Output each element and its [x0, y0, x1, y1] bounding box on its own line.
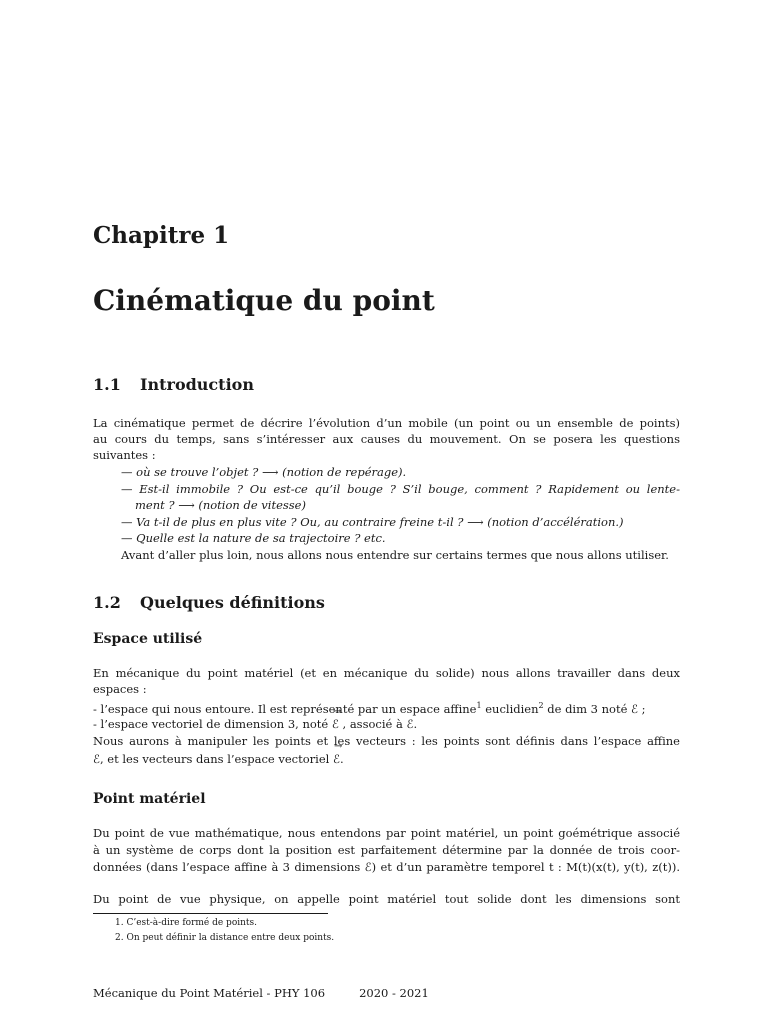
section-title-text: Introduction [140, 375, 254, 394]
espace-paragraph-line: espaces : [93, 682, 147, 696]
intro-closing-line: Avant d’aller plus loin, nous allons nous entendre sur certains termes que nous allons utiliser. [121, 548, 669, 562]
footnote-divider [93, 913, 328, 914]
subsection-heading-point: Point matériel [93, 791, 206, 807]
footnote: 2. On peut définir la distance entre deux points. [115, 933, 335, 943]
espace-text: de dim 3 noté ℰ ; [543, 701, 646, 716]
point-paragraph-line: Du point de vue mathématique, nous entendons par point matériel, un point goémétrique associé [93, 826, 680, 840]
section-title-text: Quelques définitions [140, 593, 325, 612]
section-number: 1.1 [93, 375, 121, 394]
question-list-item-continuation: ment ? ⟶ (notion de vitesse) [135, 498, 306, 512]
footnote-ref[interactable]: 2 [538, 701, 544, 710]
point-paragraph-line: données (dans l’espace affine à 3 dimensions ℰ) et d’un paramètre temporel t : M(t)(x(t), y(t), z(t)). [93, 860, 680, 874]
intro-paragraph-line: suivantes : [93, 448, 156, 462]
question-list-item: — Va t-il de plus en plus vite ? Ou, au contraire freine t-il ? ⟶ (notion d’accélération.) [121, 515, 624, 529]
espace-paragraph-line [93, 751, 344, 767]
footnote: 1. C’est-à-dire formé de points. [115, 918, 258, 928]
section-heading-introduction [93, 375, 254, 394]
footer-year: 2020 - 2021 [359, 986, 429, 1000]
espace-text: , associé à ℰ. [338, 717, 418, 731]
espace-text: ℰ, et les vecteurs dans l’espace vectoriel [93, 752, 333, 766]
point-paragraph-line: Du point de vue physique, on appelle point matériel tout solide dont les dimensions sont [93, 892, 680, 906]
footnote-ref[interactable]: 1 [476, 701, 482, 710]
espace-paragraph-line [93, 716, 417, 732]
question-list-item: — Est-il immobile ? Ou est-ce qu’il bouge ? S’il bouge, comment ? Rapidement ou lente- [121, 482, 680, 496]
chapter-label: Chapitre 1 [93, 222, 230, 249]
espace-paragraph-line: Nous aurons à manipuler les points et les vecteurs : les points sont définis dans l’espace affine [93, 734, 680, 748]
footer-course: Mécanique du Point Matériel - PHY 106 [93, 986, 326, 1000]
question-list-item: — où se trouve l’objet ? ⟶ (notion de repérage). [121, 465, 407, 479]
question-list-item: — Quelle est la nature de sa trajectoire ? etc. [121, 531, 386, 545]
vector-symbol: → ℰ [333, 751, 340, 767]
espace-paragraph-line [93, 698, 646, 717]
espace-text: . [339, 752, 344, 766]
chapter-title: Cinématique du point [93, 284, 435, 317]
espace-text: euclidien [481, 701, 539, 716]
espace-paragraph-line: En mécanique du point matériel (et en mécanique du solide) nous allons travailler dans deux [93, 666, 680, 680]
point-paragraph-line: à un système de corps dont la position est parfaitement détermine par la donnée de trois coor- [93, 843, 680, 857]
intro-paragraph-line: au cours du temps, sans s’intéresser aux causes du mouvement. On se posera les questions [93, 432, 680, 446]
intro-paragraph-line: La cinématique permet de décrire l’évolution d’un mobile (un point ou un ensemble de points) [93, 416, 680, 430]
espace-text: - l’espace vectoriel de dimension 3, noté [93, 717, 332, 731]
section-number: 1.2 [93, 593, 121, 612]
subsection-heading-espace: Espace utilisé [93, 631, 203, 647]
page-footer [93, 986, 429, 1000]
vector-symbol: → ℰ [332, 716, 339, 732]
section-heading-definitions [93, 593, 325, 612]
espace-text: - l’espace qui nous entoure. Il est représenté par un espace affine [93, 701, 477, 716]
